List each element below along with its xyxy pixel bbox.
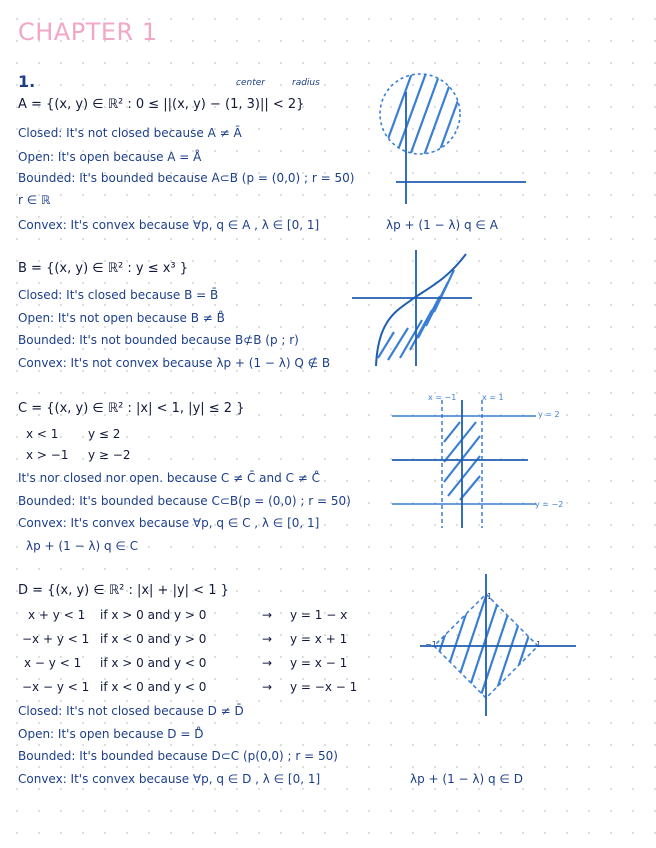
set-d-row-1-ineq: x + y < 1: [28, 608, 86, 622]
set-c-ineq-2b: y ≥ −2: [88, 448, 131, 462]
set-d-hatching: [420, 590, 544, 710]
set-b-bounded: Bounded: It's not bounded because B⊄B (p ; r): [18, 333, 299, 347]
set-d-row-3-arrow: →: [262, 656, 273, 670]
set-c-label-y-2: y = 2: [538, 410, 560, 419]
set-d-row-2-cond: if x < 0 and y > 0: [100, 632, 207, 646]
set-d-row-4-cond: if x < 0 and y < 0: [100, 680, 207, 694]
set-a-boundary-circle: [380, 74, 460, 154]
chapter-title: CHAPTER 1: [18, 18, 158, 46]
set-a-bounded: Bounded: It's bounded because A⊂B (p = (0,0) ; r = 50): [18, 171, 355, 185]
set-d-convex: Convex: It's convex because ∀p, q ∈ D , λ ∈ [0, 1]: [18, 772, 321, 786]
set-b-open: Open: It's not open because B ≠ B̊: [18, 311, 225, 325]
set-d-bounded: Bounded: It's bounded because D⊂C (p(0,0) ; r = 50): [18, 749, 338, 763]
set-d-row-4-line: y = −x − 1: [290, 680, 358, 694]
set-a-hatching: [376, 62, 472, 172]
set-c-closed-open: It's nor closed nor open. because C ≠ C̄ and C ≠ C̊: [18, 471, 321, 485]
set-d-row-2-arrow: →: [262, 632, 273, 646]
set-c-ineq-1b: y ≤ 2: [88, 427, 121, 441]
set-b-convex: Convex: It's not convex because λp + (1 − λ) Q ∉ B: [18, 356, 331, 370]
set-d-definition: D = {(x, y) ∈ ℝ² : |x| + |y| < 1 }: [18, 583, 229, 598]
set-a-convex-expression: λp + (1 − λ) q ∈ A: [386, 218, 498, 232]
set-d-closed: Closed: It's not closed because D ≠ D̄: [18, 704, 244, 718]
set-c-label-x-minus-1: x = −1: [428, 393, 457, 402]
set-c-ineq-2a: x > −1: [26, 448, 69, 462]
set-a-definition: A = {(x, y) ∈ ℝ² : 0 ≤ ||(x, y) − (1, 3)|| < 2}: [18, 97, 305, 112]
set-c-definition: C = {(x, y) ∈ ℝ² : |x| < 1, |y| ≤ 2 }: [18, 401, 245, 416]
set-d-row-3-cond: if x > 0 and y < 0: [100, 656, 207, 670]
set-d-row-1-arrow: →: [262, 608, 273, 622]
set-c-label-y-minus-2: y = −2: [535, 500, 564, 509]
set-d-row-2-ineq: −x + y < 1: [22, 632, 90, 646]
set-b-closed: Closed: It's closed because B = B̄: [18, 288, 219, 302]
set-d-row-1-cond: if x > 0 and y > 0: [100, 608, 207, 622]
set-a-open: Open: It's open because A = Å: [18, 150, 202, 164]
set-d-tick-right: 1: [536, 640, 542, 649]
set-c-strip-sketch: [388, 400, 538, 530]
set-c-bounded: Bounded: It's bounded because C⊂B(p = (0,0) ; r = 50): [18, 494, 351, 508]
set-d-row-2-line: y = x + 1: [290, 632, 348, 646]
set-b-cubic-sketch: [348, 248, 488, 368]
center-annotation: center: [236, 78, 265, 88]
set-c-ineq-1a: x < 1: [26, 427, 59, 441]
set-a-r-line: r ∈ ℝ: [18, 193, 51, 207]
set-b-curve: [376, 254, 466, 366]
set-d-row-1-line: y = 1 − x: [290, 608, 348, 622]
radius-annotation: radius: [292, 78, 320, 88]
set-a-closed: Closed: It's not closed because A ≠ Ā: [18, 126, 242, 140]
set-d-row-4-arrow: →: [262, 680, 273, 694]
set-a-convex: Convex: It's convex because ∀p, q ∈ A , λ ∈ [0, 1]: [18, 218, 320, 232]
set-b-definition: B = {(x, y) ∈ ℝ² : y ≤ x³ }: [18, 261, 189, 276]
set-d-tick-left: −1: [425, 640, 437, 649]
set-d-open: Open: It's open because D = D̊: [18, 727, 204, 741]
set-d-tick-top: 1: [487, 592, 493, 601]
set-a-disk-sketch: [370, 62, 540, 212]
set-d-row-3-ineq: x − y < 1: [24, 656, 82, 670]
set-d-row-4-ineq: −x − y < 1: [22, 680, 90, 694]
set-c-convex-expression: λp + (1 − λ) q ∈ C: [26, 539, 139, 553]
set-d-convex-expression: λp + (1 − λ) q ∈ D: [410, 772, 523, 786]
set-d-diamond-sketch: [420, 570, 580, 720]
set-c-convex: Convex: It's convex because ∀p, q ∈ C , λ ∈ [0, 1]: [18, 516, 320, 530]
problem-number: 1.: [18, 72, 36, 91]
set-d-row-3-line: y = x − 1: [290, 656, 348, 670]
set-c-label-x-1: x = 1: [482, 393, 504, 402]
